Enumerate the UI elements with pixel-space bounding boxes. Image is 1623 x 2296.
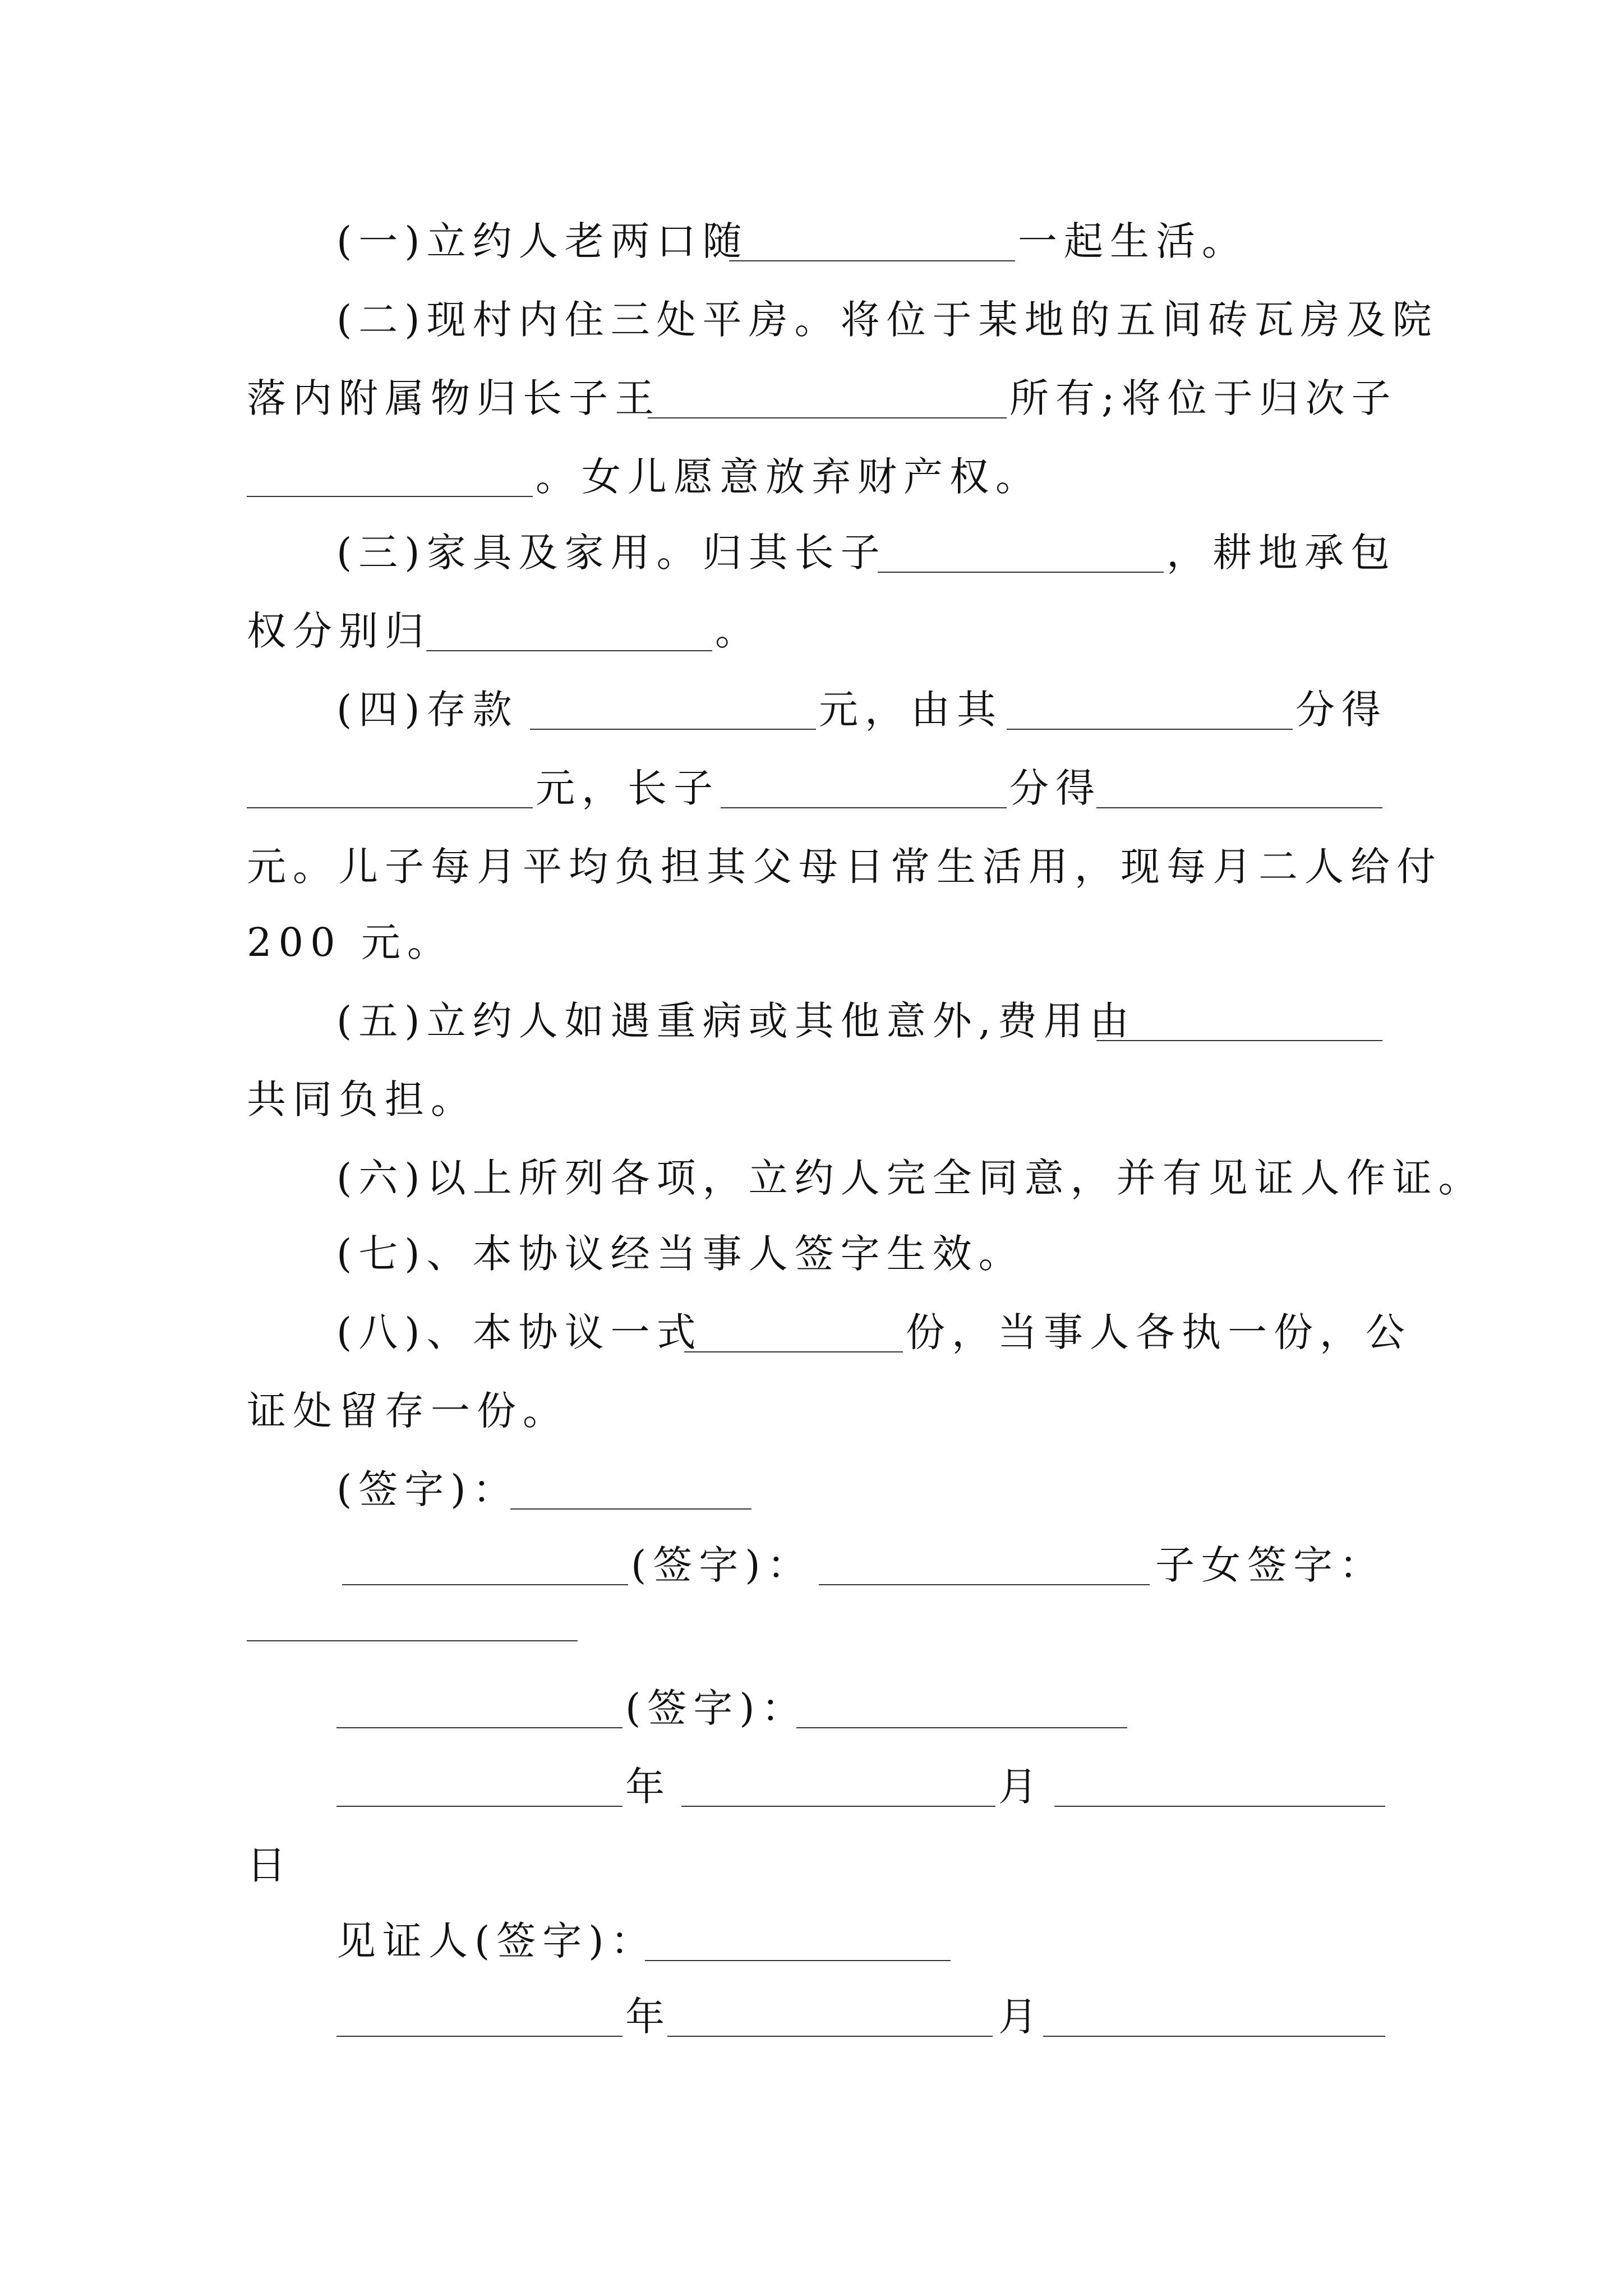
line-text: (四)存款 [336,687,519,733]
line-text: 份，当事人各执一份，公 [906,1309,1412,1355]
document-line [0,833,1623,900]
document-line [0,1983,1623,2050]
line-text: 见证人(签字)： [336,1918,657,1964]
document-line [0,1220,1623,1287]
fill-in-blank [1096,1040,1382,1041]
fill-in-blank [1007,729,1293,730]
document-line [0,1456,1623,1523]
line-text: 权分别归 [247,608,431,654]
line-text: (一)立约人老两口随 [336,218,749,264]
document-line [0,987,1623,1055]
line-text: 月 [998,1764,1044,1810]
document-line [0,597,1623,665]
fill-in-blank [530,729,816,730]
document-line [0,286,1623,353]
line-text: 200 元。 [247,919,453,965]
document-line [0,443,1623,510]
fill-in-blank [645,1960,951,1961]
document-line [0,754,1623,822]
document-line [0,1588,1623,1655]
line-text: 元，由其 [819,687,1003,733]
line-text: 。女儿愿意放弃财产权。 [536,454,1041,500]
document-line [0,1299,1623,1366]
fill-in-blank [721,807,1007,808]
line-text: 落内附属物归长子王 [247,375,661,421]
line-text: (六)以上所列各项，立约人完全同意，并有见证人作证。 [336,1155,1484,1201]
fill-in-blank [247,496,533,497]
line-text: 分得 [1009,765,1101,811]
line-text: 证处留存一份。 [247,1388,569,1434]
document-line [0,1674,1623,1742]
document-line [0,1753,1623,1820]
fill-in-blank [796,1727,1127,1728]
document-line [0,1144,1623,1212]
line-text: 年 [625,1764,671,1810]
line-text: (签字)： [631,1542,813,1588]
fill-in-blank [1054,1806,1385,1807]
fill-in-blank [1043,2036,1385,2037]
fill-in-blank [342,1584,628,1585]
line-text: 。 [715,608,761,654]
fill-in-blank [648,417,1007,418]
line-text: 日 [247,1842,293,1888]
line-text: 共同负担。 [247,1076,477,1122]
fill-in-blank [426,650,712,651]
line-text: (签字)： [625,1685,808,1731]
fill-in-blank [878,572,1164,573]
line-text: 子女签字： [1155,1542,1385,1588]
line-text: (二)现村内住三处平房。将位于某地的五间砖瓦房及院 [336,297,1438,343]
document-line [0,676,1623,743]
document-line [0,1377,1623,1444]
fill-in-blank [819,1584,1150,1585]
line-text: 分得 [1295,687,1387,733]
fill-in-blank [684,1351,903,1352]
fill-in-blank [247,807,533,808]
line-text: (五)立约人如遇重病或其他意外,费用由 [336,998,1136,1044]
fill-in-blank [510,1508,751,1510]
fill-in-blank [336,2036,623,2037]
line-text: (七)、本协议经当事人签字生效。 [336,1231,1025,1277]
fill-in-blank [729,260,1015,261]
line-text: (签字)： [336,1466,519,1512]
line-text: 月 [998,1994,1044,2040]
document-line [0,365,1623,432]
fill-in-blank [681,1806,995,1807]
document-line [0,1907,1623,1975]
line-text: (八)、本协议一式 [336,1309,703,1355]
line-text: 元。儿子每月平均负担其父母日常生活用，现每月二人给付 [247,844,1442,890]
fill-in-blank [336,1727,623,1728]
document-line [0,519,1623,586]
line-text: 年 [625,1994,671,2040]
line-text: 所有;将位于归次子 [1009,375,1398,421]
line-text: (三)家具及家用。归其长子 [336,530,887,576]
fill-in-blank [247,1640,578,1641]
line-text: 元，长子 [536,765,720,811]
document-line [0,1832,1623,1899]
line-text: 一起生活。 [1018,218,1248,264]
document-line [0,909,1623,976]
document-line [0,1066,1623,1133]
document-line [0,208,1623,275]
fill-in-blank [336,1806,623,1807]
line-text: ，耕地承包 [1166,530,1396,576]
fill-in-blank [1096,807,1382,808]
fill-in-blank [667,2036,993,2037]
